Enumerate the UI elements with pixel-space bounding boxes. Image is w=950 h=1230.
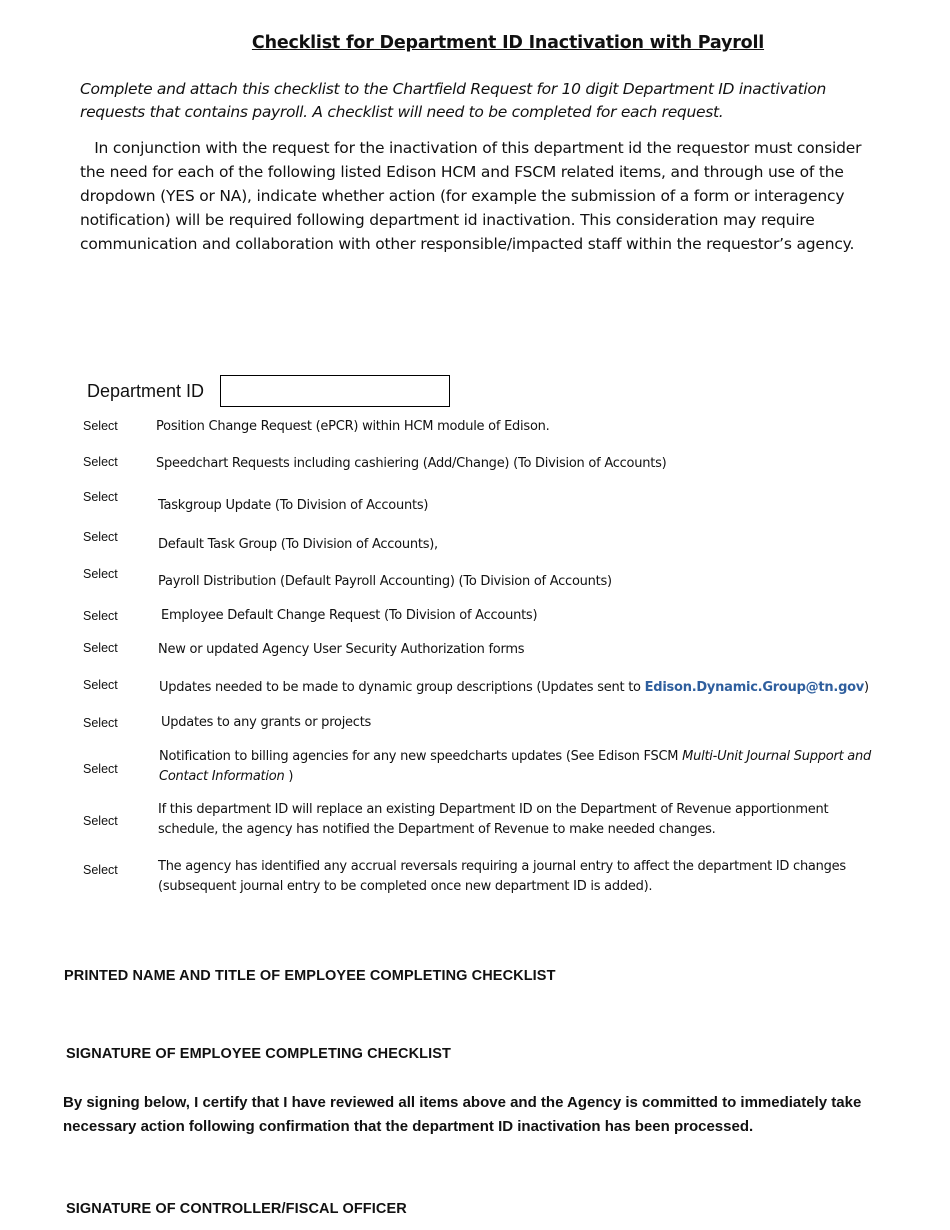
checklist-item-6: Employee Default Change Request (To Division of Accounts) — [161, 608, 538, 623]
select-dropdown-1[interactable]: Select — [83, 419, 118, 433]
select-dropdown-8[interactable]: Select — [83, 678, 118, 692]
intro-instructions: Complete and attach this checklist to the Chartfield Request for 10 digit Department ID inactivation requests that contains payroll. A checklist will need to be completed for each request. — [80, 80, 827, 121]
checklist-item-2: Speedchart Requests including cashiering (Add/Change) (To Division of Accounts) — [156, 456, 667, 471]
checklist-item-5: Payroll Distribution (Default Payroll Accounting) (To Division of Accounts) — [158, 574, 612, 589]
select-dropdown-3[interactable]: Select — [83, 490, 118, 504]
checklist-item-1: Position Change Request (ePCR) within HCM module of Edison. — [156, 419, 550, 434]
select-dropdown-11[interactable]: Select — [83, 814, 118, 828]
select-dropdown-4[interactable]: Select — [83, 530, 118, 544]
item-8-suffix: ) — [864, 680, 869, 695]
body-text: In conjunction with the request for the inactivation of this department id the requestor must consider the need for each of the following listed Edison HCM and FSCM related items, and through use of the dropdown (YES or NA), indicate whether action (for example the submission of a form or interagency notification) will be required following department id inactivation. This consideration may require communication and collaboration with other responsible/impacted staff within the requestor’s agency. — [80, 139, 862, 253]
checklist-item-7: New or updated Agency User Security Authorization forms — [158, 642, 525, 657]
email-link[interactable]: Edison.Dynamic.Group@tn.gov — [644, 680, 865, 695]
page-title: Checklist for Department ID Inactivation with Payroll — [251, 33, 765, 53]
item-10-suffix: ) — [284, 769, 294, 784]
checklist-item-8 — [159, 678, 889, 698]
item-10-italic-reference: Multi-Unit Journal Support and Contact Information — [159, 749, 872, 784]
checklist-item-12: The agency has identified any accrual reversals requiring a journal entry to affect the department ID changes (subsequent journal entry to be completed once new department ID is added). — [158, 859, 846, 894]
body-paragraph — [80, 136, 870, 256]
certification-statement: By signing below, I certify that I have reviewed all items above and the Agency is committed to immediately take necessary action following confirmation that the department ID inactivation has been processed. — [63, 1094, 862, 1135]
checklist-item-11: If this department ID will replace an existing Department ID on the Department of Revenue apportionment schedule, the agency has notified the Department of Revenue to make needed changes. — [158, 802, 829, 837]
select-dropdown-9[interactable]: Select — [83, 716, 118, 730]
checklist-item-3: Taskgroup Update (To Division of Accounts) — [158, 498, 429, 513]
select-dropdown-2[interactable]: Select — [83, 455, 118, 469]
select-dropdown-12[interactable]: Select — [83, 863, 118, 877]
checklist-item-9: Updates to any grants or projects — [161, 715, 372, 730]
controller-signature-heading: SIGNATURE OF CONTROLLER/FISCAL OFFICER — [66, 1201, 407, 1217]
select-dropdown-5[interactable]: Select — [83, 567, 118, 581]
select-dropdown-7[interactable]: Select — [83, 641, 118, 655]
select-dropdown-10[interactable]: Select — [83, 762, 118, 776]
printed-name-heading: PRINTED NAME AND TITLE OF EMPLOYEE COMPLETING CHECKLIST — [64, 968, 556, 984]
select-dropdown-6[interactable]: Select — [83, 609, 118, 623]
item-8-text: Updates needed to be made to dynamic group descriptions (Updates sent to — [159, 680, 645, 695]
item-10-text: Notification to billing agencies for any new speedcharts updates (See Edison FSCM — [159, 749, 683, 764]
checklist-item-4: Default Task Group (To Division of Accounts), — [158, 537, 438, 552]
checklist-item-10 — [159, 747, 889, 787]
department-id-label: Department ID — [87, 381, 205, 401]
department-id-input[interactable] — [220, 375, 450, 407]
employee-signature-heading: SIGNATURE OF EMPLOYEE COMPLETING CHECKLIST — [66, 1046, 451, 1062]
